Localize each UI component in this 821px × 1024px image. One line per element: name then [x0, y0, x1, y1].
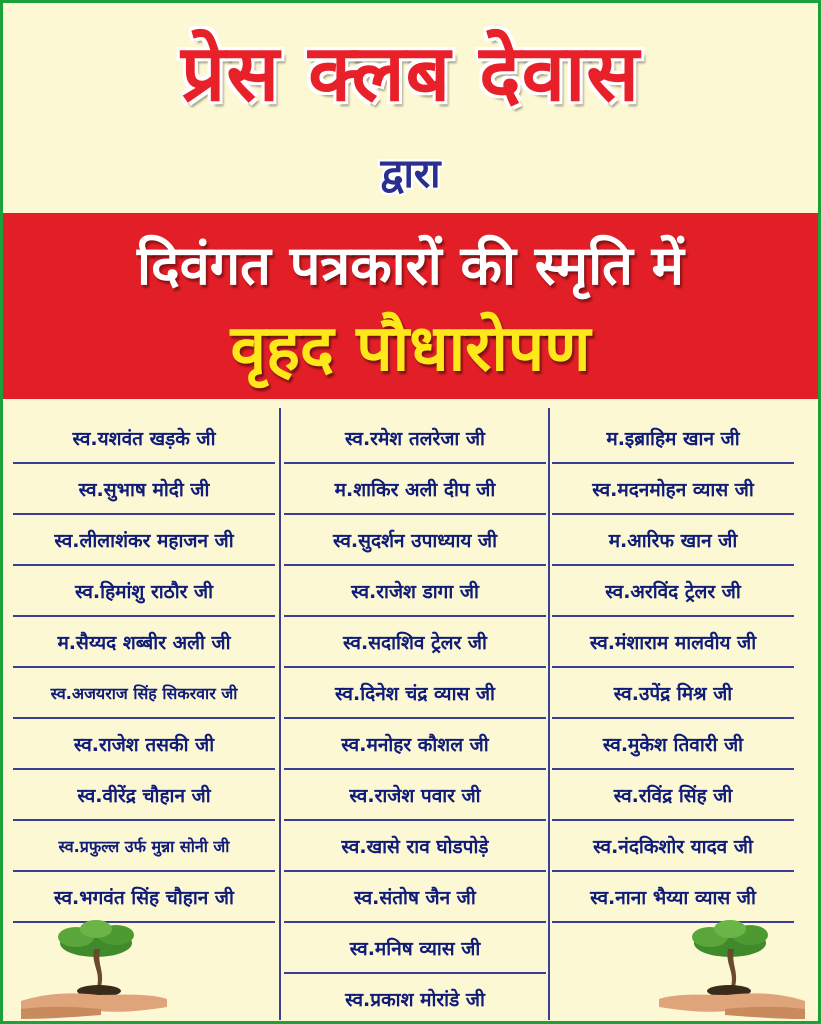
names-column-2	[284, 413, 546, 1023]
names-column-3	[552, 413, 794, 923]
red-banner	[3, 213, 818, 399]
column-divider	[279, 408, 281, 1020]
poster-title: प्रेस क्लब देवास	[180, 29, 641, 119]
list-item: स्व.मदनमोहन व्यास जी	[552, 464, 794, 515]
list-item: स्व.हिमांशु राठौर जी	[13, 566, 275, 617]
column-divider	[548, 408, 550, 1020]
list-item: स्व.अरविंद ट्रेलर जी	[552, 566, 794, 617]
list-item: स्व.राजेश तसकी जी	[13, 719, 275, 770]
names-column-1	[13, 413, 275, 923]
list-item: स्व.भगवंत सिंह चौहान जी	[13, 872, 275, 923]
plant-in-hands-icon	[655, 915, 805, 1019]
list-item: स्व.संतोष जैन जी	[284, 872, 546, 923]
list-item: स्व.प्रफुल्ल उर्फ मुन्ना सोनी जी	[13, 821, 275, 872]
banner-headline: वृहद पौधारोपण	[230, 312, 591, 386]
list-item: म.आरिफ खान जी	[552, 515, 794, 566]
plant-in-hands-icon	[21, 915, 171, 1019]
list-item: स्व.दिनेश चंद्र व्यास जी	[284, 668, 546, 719]
list-item: स्व.यशवंत खड़के जी	[13, 413, 275, 464]
list-item: स्व.मुकेश तिवारी जी	[552, 719, 794, 770]
list-item: स्व.रविंद्र सिंह जी	[552, 770, 794, 821]
list-item: स्व.नाना भैय्या व्यास जी	[552, 872, 794, 923]
list-item: स्व.मंशाराम मालवीय जी	[552, 617, 794, 668]
list-item: म.सैय्यद शब्बीर अली जी	[13, 617, 275, 668]
by-label: द्वारा	[380, 151, 441, 197]
list-item: स्व.लीलाशंकर महाजन जी	[13, 515, 275, 566]
list-item: म.शाकिर अली दीप जी	[284, 464, 546, 515]
list-item: स्व.प्रकाश मोरांडे जी	[345, 988, 485, 1011]
list-item: स्व.मनिष व्यास जी	[284, 923, 546, 974]
list-item: स्व.राजेश डागा जी	[284, 566, 546, 617]
list-item: स्व.सदाशिव ट्रेलर जी	[284, 617, 546, 668]
list-item: स्व.सुदर्शन उपाध्याय जी	[284, 515, 546, 566]
list-item: स्व.सुभाष मोदी जी	[13, 464, 275, 515]
list-item: स्व.खासे राव घोडपोड़े	[284, 821, 546, 872]
list-item: स्व.राजेश पवार जी	[284, 770, 546, 821]
banner-subtitle: दिवंगत पत्रकारों की स्मृति में	[137, 234, 684, 297]
list-item: स्व.अजयराज सिंह सिकरवार जी	[13, 668, 275, 719]
list-item: स्व.नंदकिशोर यादव जी	[552, 821, 794, 872]
list-item: स्व.उपेंद्र मिश्र जी	[552, 668, 794, 719]
list-item: स्व.मनोहर कौशल जी	[284, 719, 546, 770]
list-item: म.इब्राहिम खान जी	[552, 413, 794, 464]
list-item: स्व.रमेश तलरेजा जी	[284, 413, 546, 464]
list-item: स्व.वीरेंद्र चौहान जी	[13, 770, 275, 821]
